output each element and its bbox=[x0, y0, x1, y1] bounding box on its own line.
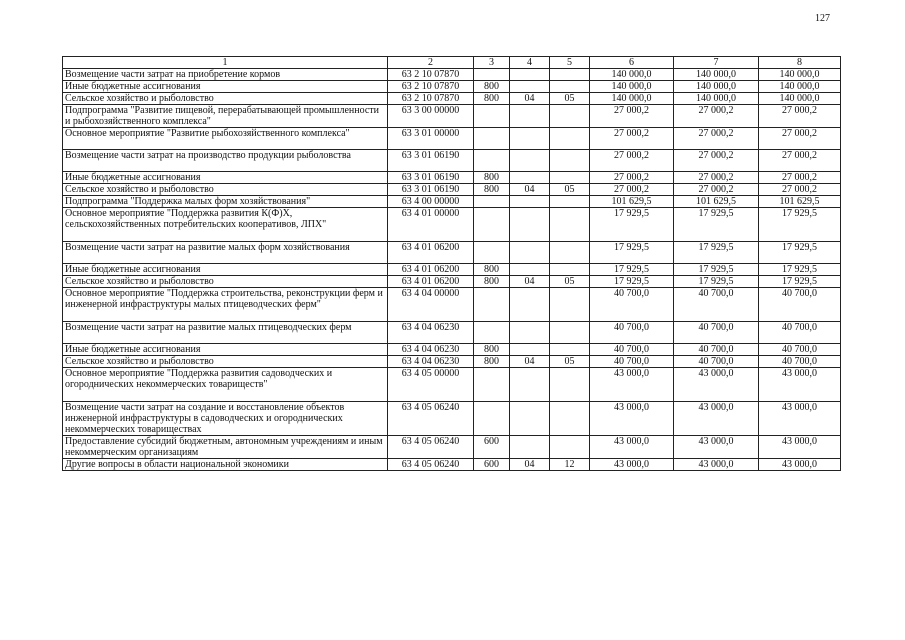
row-section bbox=[510, 196, 550, 208]
table-row bbox=[63, 402, 841, 436]
row-value-col7: 27 000,2 bbox=[674, 172, 759, 184]
row-type-code bbox=[474, 402, 510, 436]
row-section bbox=[510, 128, 550, 150]
row-type-code bbox=[474, 150, 510, 172]
row-code: 63 4 04 00000 bbox=[388, 288, 474, 322]
row-type-code bbox=[474, 128, 510, 150]
table-row bbox=[63, 436, 841, 459]
row-value-col6: 17 929,5 bbox=[590, 242, 674, 264]
row-subsection: 05 bbox=[550, 356, 590, 368]
table-row bbox=[63, 242, 841, 264]
row-name: Сельское хозяйство и рыболовство bbox=[63, 184, 388, 196]
row-code: 63 4 05 06240 bbox=[388, 436, 474, 459]
table-body bbox=[63, 69, 841, 471]
row-value-col6: 43 000,0 bbox=[590, 459, 674, 471]
row-name: Подпрограмма "Поддержка малых форм хозяйствования" bbox=[63, 196, 388, 208]
row-value-col8: 140 000,0 bbox=[759, 81, 841, 93]
table-row bbox=[63, 93, 841, 105]
row-subsection: 05 bbox=[550, 184, 590, 196]
row-name: Предоставление субсидий бюджетным, автономным учреждениям и иным некоммерческим организациям bbox=[63, 436, 388, 459]
row-subsection bbox=[550, 436, 590, 459]
row-name: Возмещение части затрат на развитие малых птицеводческих ферм bbox=[63, 322, 388, 344]
row-value-col7: 40 700,0 bbox=[674, 288, 759, 322]
row-code: 63 2 10 07870 bbox=[388, 93, 474, 105]
row-name: Другие вопросы в области национальной экономики bbox=[63, 459, 388, 471]
row-type-code: 600 bbox=[474, 459, 510, 471]
row-type-code: 600 bbox=[474, 436, 510, 459]
row-value-col7: 40 700,0 bbox=[674, 356, 759, 368]
row-type-code bbox=[474, 105, 510, 128]
row-type-code bbox=[474, 368, 510, 402]
row-type-code: 800 bbox=[474, 356, 510, 368]
row-value-col8: 140 000,0 bbox=[759, 93, 841, 105]
row-value-col6: 140 000,0 bbox=[590, 81, 674, 93]
row-type-code: 800 bbox=[474, 81, 510, 93]
row-value-col6: 17 929,5 bbox=[590, 208, 674, 242]
row-value-col8: 40 700,0 bbox=[759, 344, 841, 356]
header-col-7: 7 bbox=[674, 57, 759, 69]
row-value-col8: 43 000,0 bbox=[759, 436, 841, 459]
row-value-col6: 40 700,0 bbox=[590, 288, 674, 322]
row-value-col6: 40 700,0 bbox=[590, 356, 674, 368]
row-subsection bbox=[550, 172, 590, 184]
row-section bbox=[510, 368, 550, 402]
row-subsection bbox=[550, 402, 590, 436]
row-section bbox=[510, 344, 550, 356]
row-type-code: 800 bbox=[474, 93, 510, 105]
row-section bbox=[510, 264, 550, 276]
row-value-col8: 27 000,2 bbox=[759, 150, 841, 172]
row-name: Иные бюджетные ассигнования bbox=[63, 344, 388, 356]
table-row bbox=[63, 105, 841, 128]
row-type-code bbox=[474, 242, 510, 264]
row-subsection bbox=[550, 150, 590, 172]
row-code: 63 3 01 06190 bbox=[388, 184, 474, 196]
row-name: Сельское хозяйство и рыболовство bbox=[63, 276, 388, 288]
row-name: Возмещение части затрат на создание и восстановление объектов инженерной инфраструктуры в садоводческих и огороднических некоммерческих товариществах bbox=[63, 402, 388, 436]
row-subsection bbox=[550, 196, 590, 208]
table-row bbox=[63, 288, 841, 322]
row-value-col7: 140 000,0 bbox=[674, 93, 759, 105]
row-code: 63 4 04 06230 bbox=[388, 344, 474, 356]
row-subsection: 05 bbox=[550, 93, 590, 105]
row-code: 63 4 01 06200 bbox=[388, 242, 474, 264]
row-name: Возмещение части затрат на производство продукции рыболовства bbox=[63, 150, 388, 172]
row-code: 63 3 01 06190 bbox=[388, 150, 474, 172]
row-value-col8: 17 929,5 bbox=[759, 264, 841, 276]
row-code: 63 4 01 06200 bbox=[388, 264, 474, 276]
row-section bbox=[510, 172, 550, 184]
row-code: 63 4 01 00000 bbox=[388, 208, 474, 242]
row-value-col6: 27 000,2 bbox=[590, 172, 674, 184]
row-value-col8: 140 000,0 bbox=[759, 69, 841, 81]
row-subsection bbox=[550, 208, 590, 242]
row-value-col7: 140 000,0 bbox=[674, 81, 759, 93]
row-code: 63 4 05 06240 bbox=[388, 402, 474, 436]
row-value-col7: 43 000,0 bbox=[674, 402, 759, 436]
row-value-col8: 101 629,5 bbox=[759, 196, 841, 208]
row-value-col6: 17 929,5 bbox=[590, 276, 674, 288]
row-code: 63 4 01 06200 bbox=[388, 276, 474, 288]
row-value-col6: 40 700,0 bbox=[590, 322, 674, 344]
row-section bbox=[510, 402, 550, 436]
row-value-col7: 27 000,2 bbox=[674, 150, 759, 172]
row-value-col7: 17 929,5 bbox=[674, 264, 759, 276]
row-code: 63 4 05 06240 bbox=[388, 459, 474, 471]
row-value-col8: 43 000,0 bbox=[759, 368, 841, 402]
row-section bbox=[510, 288, 550, 322]
table-row bbox=[63, 322, 841, 344]
row-value-col8: 27 000,2 bbox=[759, 172, 841, 184]
row-name: Возмещение части затрат на развитие малых форм хозяйствования bbox=[63, 242, 388, 264]
row-value-col6: 43 000,0 bbox=[590, 436, 674, 459]
row-value-col8: 17 929,5 bbox=[759, 242, 841, 264]
row-name: Иные бюджетные ассигнования bbox=[63, 172, 388, 184]
row-section: 04 bbox=[510, 93, 550, 105]
row-value-col7: 43 000,0 bbox=[674, 436, 759, 459]
row-value-col6: 101 629,5 bbox=[590, 196, 674, 208]
row-section bbox=[510, 242, 550, 264]
row-value-col8: 27 000,2 bbox=[759, 184, 841, 196]
row-value-col6: 27 000,2 bbox=[590, 128, 674, 150]
row-code: 63 3 01 00000 bbox=[388, 128, 474, 150]
row-name: Иные бюджетные ассигнования bbox=[63, 264, 388, 276]
row-value-col6: 140 000,0 bbox=[590, 93, 674, 105]
table-row bbox=[63, 184, 841, 196]
row-value-col7: 140 000,0 bbox=[674, 69, 759, 81]
row-value-col6: 27 000,2 bbox=[590, 184, 674, 196]
row-section bbox=[510, 105, 550, 128]
row-section: 04 bbox=[510, 459, 550, 471]
row-value-col6: 43 000,0 bbox=[590, 402, 674, 436]
header-col-2: 2 bbox=[388, 57, 474, 69]
row-subsection bbox=[550, 105, 590, 128]
row-name: Возмещение части затрат на приобретение кормов bbox=[63, 69, 388, 81]
row-section: 04 bbox=[510, 356, 550, 368]
row-value-col7: 40 700,0 bbox=[674, 344, 759, 356]
row-section bbox=[510, 69, 550, 81]
row-code: 63 4 04 06230 bbox=[388, 322, 474, 344]
row-value-col6: 17 929,5 bbox=[590, 264, 674, 276]
row-value-col7: 43 000,0 bbox=[674, 459, 759, 471]
row-type-code bbox=[474, 69, 510, 81]
table-row bbox=[63, 264, 841, 276]
row-value-col8: 40 700,0 bbox=[759, 322, 841, 344]
row-value-col8: 40 700,0 bbox=[759, 356, 841, 368]
row-subsection bbox=[550, 322, 590, 344]
row-value-col7: 40 700,0 bbox=[674, 322, 759, 344]
row-value-col8: 17 929,5 bbox=[759, 276, 841, 288]
row-subsection bbox=[550, 344, 590, 356]
row-name: Основное мероприятие "Развитие рыбохозяйственного комплекса" bbox=[63, 128, 388, 150]
table-row bbox=[63, 81, 841, 93]
table-row bbox=[63, 459, 841, 471]
row-subsection: 05 bbox=[550, 276, 590, 288]
row-value-col7: 27 000,2 bbox=[674, 128, 759, 150]
row-value-col6: 40 700,0 bbox=[590, 344, 674, 356]
row-name: Иные бюджетные ассигнования bbox=[63, 81, 388, 93]
row-type-code: 800 bbox=[474, 184, 510, 196]
row-value-col8: 43 000,0 bbox=[759, 402, 841, 436]
row-subsection bbox=[550, 264, 590, 276]
row-type-code: 800 bbox=[474, 276, 510, 288]
table-row bbox=[63, 356, 841, 368]
table-row bbox=[63, 368, 841, 402]
row-value-col7: 17 929,5 bbox=[674, 276, 759, 288]
row-section bbox=[510, 81, 550, 93]
row-name: Подпрограмма "Развитие пищевой, перерабатывающей промышленности и рыбохозяйственного комплекса" bbox=[63, 105, 388, 128]
header-col-3: 3 bbox=[474, 57, 510, 69]
table-row bbox=[63, 196, 841, 208]
row-section bbox=[510, 208, 550, 242]
row-name: Сельское хозяйство и рыболовство bbox=[63, 356, 388, 368]
row-subsection bbox=[550, 368, 590, 402]
row-subsection: 12 bbox=[550, 459, 590, 471]
row-name: Основное мероприятие "Поддержка строительства, реконструкции ферм и инженерной инфраструктуры малых птицеводческих ферм" bbox=[63, 288, 388, 322]
row-section: 04 bbox=[510, 276, 550, 288]
table-row bbox=[63, 208, 841, 242]
row-value-col8: 43 000,0 bbox=[759, 459, 841, 471]
table-row bbox=[63, 344, 841, 356]
row-value-col6: 27 000,2 bbox=[590, 150, 674, 172]
row-value-col7: 17 929,5 bbox=[674, 242, 759, 264]
row-section bbox=[510, 150, 550, 172]
header-col-6: 6 bbox=[590, 57, 674, 69]
row-code: 63 4 05 00000 bbox=[388, 368, 474, 402]
table-row bbox=[63, 128, 841, 150]
row-type-code: 800 bbox=[474, 344, 510, 356]
budget-table bbox=[62, 56, 841, 471]
row-type-code: 800 bbox=[474, 264, 510, 276]
row-type-code bbox=[474, 208, 510, 242]
row-subsection bbox=[550, 128, 590, 150]
row-code: 63 4 00 00000 bbox=[388, 196, 474, 208]
row-value-col7: 43 000,0 bbox=[674, 368, 759, 402]
table-row bbox=[63, 69, 841, 81]
table-row bbox=[63, 172, 841, 184]
row-value-col7: 27 000,2 bbox=[674, 105, 759, 128]
row-subsection bbox=[550, 242, 590, 264]
row-subsection bbox=[550, 69, 590, 81]
header-row bbox=[63, 57, 841, 69]
header-col-5: 5 bbox=[550, 57, 590, 69]
row-type-code: 800 bbox=[474, 172, 510, 184]
row-subsection bbox=[550, 288, 590, 322]
row-value-col8: 40 700,0 bbox=[759, 288, 841, 322]
row-type-code bbox=[474, 196, 510, 208]
table-row bbox=[63, 276, 841, 288]
row-value-col7: 17 929,5 bbox=[674, 208, 759, 242]
row-section bbox=[510, 436, 550, 459]
header-col-8: 8 bbox=[759, 57, 841, 69]
row-code: 63 2 10 07870 bbox=[388, 69, 474, 81]
row-code: 63 3 00 00000 bbox=[388, 105, 474, 128]
row-name: Основное мероприятие "Поддержка развития К(Ф)Х, сельскохозяйственных потребительских кооперативов, ЛПХ" bbox=[63, 208, 388, 242]
row-value-col6: 27 000,2 bbox=[590, 105, 674, 128]
row-value-col8: 17 929,5 bbox=[759, 208, 841, 242]
row-name: Сельское хозяйство и рыболовство bbox=[63, 93, 388, 105]
page-number: 127 bbox=[815, 13, 830, 24]
row-value-col8: 27 000,2 bbox=[759, 105, 841, 128]
row-code: 63 2 10 07870 bbox=[388, 81, 474, 93]
row-type-code bbox=[474, 322, 510, 344]
row-section: 04 bbox=[510, 184, 550, 196]
header-col-4: 4 bbox=[510, 57, 550, 69]
table-row bbox=[63, 150, 841, 172]
row-code: 63 3 01 06190 bbox=[388, 172, 474, 184]
row-name: Основное мероприятие "Поддержка развития садоводческих и огороднических некоммерческих товариществ" bbox=[63, 368, 388, 402]
row-value-col8: 27 000,2 bbox=[759, 128, 841, 150]
row-value-col6: 43 000,0 bbox=[590, 368, 674, 402]
row-code: 63 4 04 06230 bbox=[388, 356, 474, 368]
row-value-col7: 27 000,2 bbox=[674, 184, 759, 196]
row-value-col6: 140 000,0 bbox=[590, 69, 674, 81]
header-col-1: 1 bbox=[63, 57, 388, 69]
row-value-col7: 101 629,5 bbox=[674, 196, 759, 208]
row-subsection bbox=[550, 81, 590, 93]
row-type-code bbox=[474, 288, 510, 322]
row-section bbox=[510, 322, 550, 344]
